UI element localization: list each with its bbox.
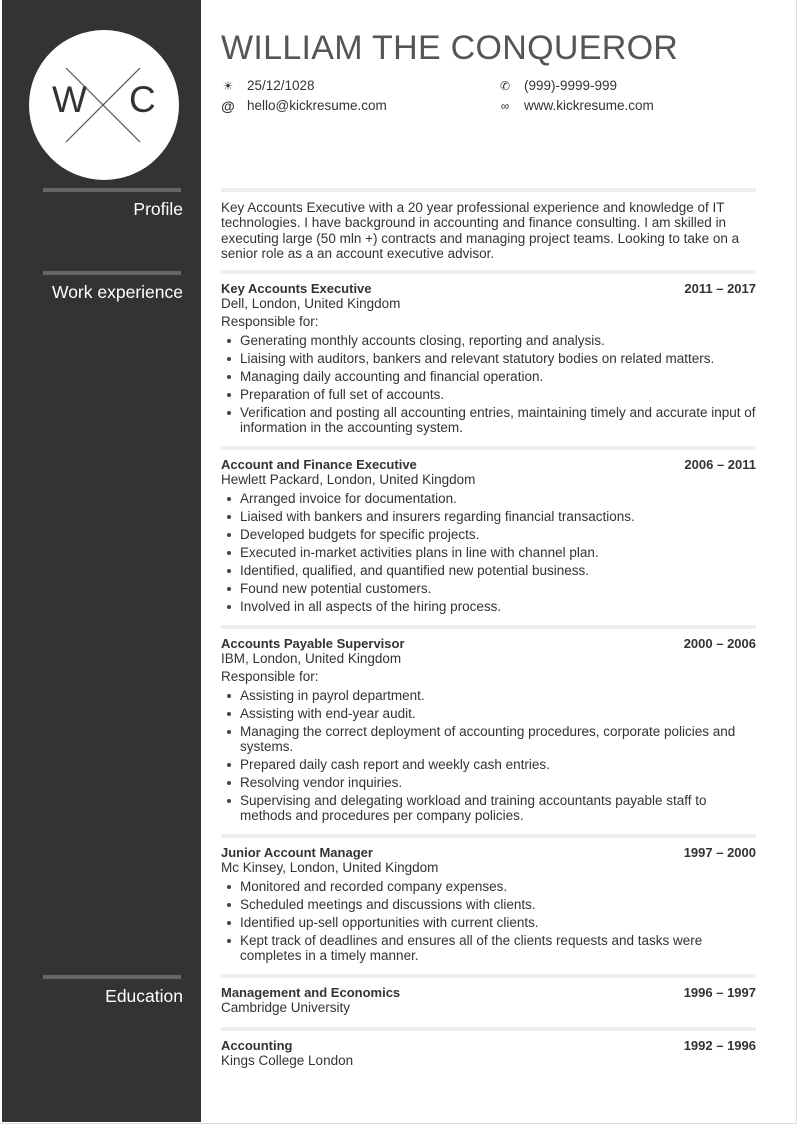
list-item: Liaised with bankers and insurers regarding financial transactions. bbox=[221, 509, 756, 524]
monogram-letter-left: W bbox=[52, 79, 87, 120]
list-item: Supervising and delegating workload and training accountants payable staff to methods and procedures per company policies. bbox=[221, 793, 756, 823]
list-item: Arranged invoice for documentation. bbox=[221, 491, 756, 506]
section-divider bbox=[221, 1027, 756, 1031]
job-dates: 2006 – 2011 bbox=[684, 457, 756, 472]
job-dates: 1997 – 2000 bbox=[683, 845, 756, 860]
list-item: Resolving vendor inquiries. bbox=[221, 775, 756, 790]
education-dates: 1992 – 1996 bbox=[683, 1038, 756, 1053]
list-item: Involved in all aspects of the hiring process. bbox=[221, 599, 756, 614]
section-heading-profile: Profile bbox=[133, 199, 183, 219]
section-divider bbox=[221, 188, 756, 192]
list-item: Developed budgets for specific projects. bbox=[221, 527, 756, 542]
contact-email bbox=[221, 98, 387, 114]
job-company: Dell, London, United Kingdom bbox=[221, 296, 401, 311]
candidate-name: WILLIAM THE CONQUEROR bbox=[221, 29, 679, 67]
list-item: Liaising with auditors, bankers and relevant statutory bodies on related matters. bbox=[221, 351, 756, 366]
list-item: Monitored and recorded company expenses. bbox=[221, 879, 756, 894]
sidebar-section-education bbox=[43, 975, 183, 1006]
section-divider bbox=[221, 834, 756, 838]
job-title: Key Accounts Executive bbox=[221, 281, 372, 296]
section-divider bbox=[221, 446, 756, 450]
sidebar-section-profile bbox=[43, 188, 183, 219]
school-name: Cambridge University bbox=[221, 1000, 351, 1015]
list-item: Scheduled meetings and discussions with clients. bbox=[221, 897, 756, 912]
monogram-avatar bbox=[29, 30, 179, 180]
list-item: Found new potential customers. bbox=[221, 581, 756, 596]
degree-title: Management and Economics bbox=[221, 985, 401, 1000]
at-sign-icon: @ bbox=[221, 98, 235, 114]
job-company: Mc Kinsey, London, United Kingdom bbox=[221, 860, 439, 875]
list-item: Preparation of full set of accounts. bbox=[221, 387, 756, 402]
sidebar-section-work bbox=[43, 271, 183, 302]
education-entry bbox=[221, 985, 756, 1015]
sidebar-divider bbox=[43, 271, 181, 275]
link-icon: ∞ bbox=[500, 99, 510, 113]
work-entry bbox=[221, 281, 756, 438]
job-bullets bbox=[221, 491, 756, 614]
list-item: Managing the correct deployment of accounting procedures, corporate policies and systems. bbox=[221, 724, 756, 754]
school-name: Kings College London bbox=[221, 1053, 354, 1068]
job-title: Junior Account Manager bbox=[221, 845, 373, 860]
list-item: Executed in-market activities plans in line with channel plan. bbox=[221, 545, 756, 560]
sidebar-divider bbox=[43, 975, 181, 979]
job-company: Hewlett Packard, London, United Kingdom bbox=[221, 472, 476, 487]
section-divider bbox=[221, 974, 756, 978]
contact-website bbox=[498, 98, 654, 114]
job-dates: 2011 – 2017 bbox=[684, 281, 756, 296]
profile-summary: Key Accounts Executive with a 20 year professional experience and knowledge of IT technologies. I have background in accounting and finance consulting. I am skilled in executing large (50 mln +) contracts and managing project teams. Looking to take on a senior role as a an account executive advisor. bbox=[221, 200, 740, 261]
sidebar-divider bbox=[43, 188, 181, 192]
section-divider bbox=[221, 625, 756, 629]
job-dates: 2000 – 2006 bbox=[683, 636, 756, 651]
job-bullets bbox=[221, 333, 756, 435]
education-entry bbox=[221, 1038, 756, 1068]
job-bullets bbox=[221, 688, 756, 823]
list-item: Generating monthly accounts closing, reporting and analysis. bbox=[221, 333, 756, 348]
website-link[interactable]: www.kickresume.com bbox=[524, 98, 654, 113]
birthday-sun-icon: ☀ bbox=[222, 79, 234, 93]
job-intro: Responsible for: bbox=[221, 314, 319, 329]
email-link[interactable]: hello@kickresume.com bbox=[247, 98, 387, 113]
list-item: Identified, qualified, and quantified new potential business. bbox=[221, 563, 756, 578]
job-bullets bbox=[221, 879, 756, 963]
work-entry bbox=[221, 636, 756, 826]
section-heading-work-experience: Work experience bbox=[52, 282, 183, 302]
work-entry bbox=[221, 457, 756, 617]
job-company: IBM, London, United Kingdom bbox=[221, 651, 402, 666]
contact-phone bbox=[498, 78, 617, 94]
list-item: Identified up-sell opportunities with current clients. bbox=[221, 915, 756, 930]
list-item: Managing daily accounting and financial operation. bbox=[221, 369, 756, 384]
list-item: Verification and posting all accounting entries, maintaining timely and accurate input of information in the accounting system. bbox=[221, 405, 756, 435]
contact-birthdate bbox=[221, 78, 315, 94]
monogram-letter-right: C bbox=[129, 79, 156, 120]
section-heading-education: Education bbox=[105, 986, 183, 1006]
job-title: Account and Finance Executive bbox=[221, 457, 417, 472]
phone-value: (999)-9999-999 bbox=[524, 78, 618, 93]
job-title: Accounts Payable Supervisor bbox=[221, 636, 405, 651]
list-item: Kept track of deadlines and ensures all of the clients requests and tasks were completes in a timely manner. bbox=[221, 933, 756, 963]
degree-title: Accounting bbox=[221, 1038, 293, 1053]
job-intro: Responsible for: bbox=[221, 669, 319, 684]
work-entry bbox=[221, 845, 756, 966]
education-dates: 1996 – 1997 bbox=[683, 985, 756, 1000]
list-item: Assisting in payrol department. bbox=[221, 688, 756, 703]
birthdate-value: 25/12/1028 bbox=[247, 78, 315, 93]
sidebar bbox=[2, 0, 201, 1122]
list-item: Assisting with end-year audit. bbox=[221, 706, 756, 721]
phone-icon: ✆ bbox=[499, 79, 511, 93]
section-divider bbox=[221, 270, 756, 274]
list-item: Prepared daily cash report and weekly cash entries. bbox=[221, 757, 756, 772]
